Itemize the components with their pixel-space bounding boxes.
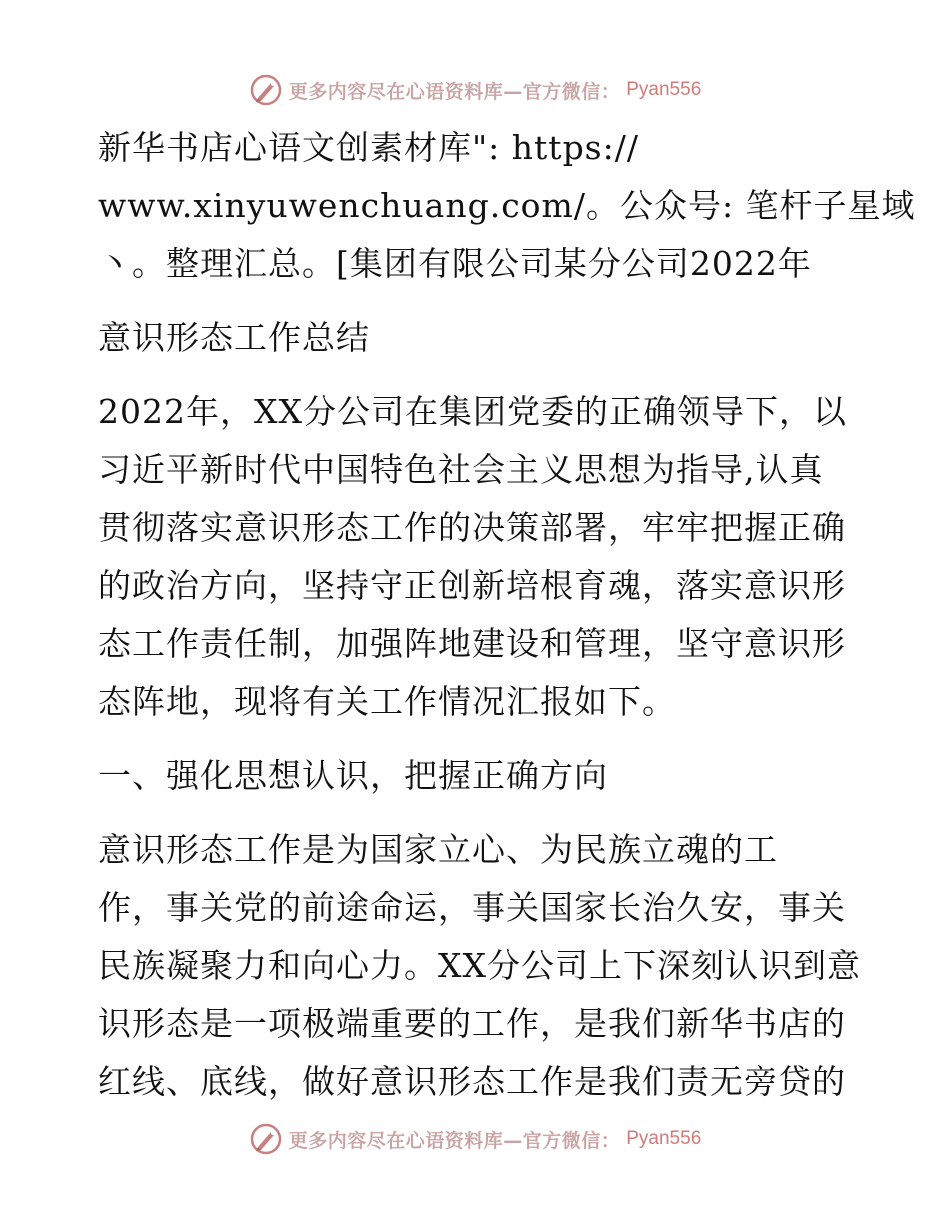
section-title: 意识形态工作总结 bbox=[98, 318, 370, 357]
subsection-heading: 一、强化思想认识，把握正确方向 bbox=[98, 756, 608, 795]
text-line-15: 识形态是一项极端重要的工作，是我们新华书店的 bbox=[98, 1004, 846, 1043]
text-line-8: 的政治方向，坚持守正创新培根育魂，落实意识形 bbox=[98, 566, 846, 605]
text-line-12: 意识形态工作是为国家立心、为民族立魂的工 bbox=[98, 830, 778, 869]
footer-watermark-banner bbox=[0, 1119, 950, 1159]
text-line-6: 习近平新时代中国特色社会主义思想为指导,认真 bbox=[98, 450, 824, 489]
header-banner-text: 更多内容尽在心语资料库—官方微信： bbox=[288, 80, 621, 103]
text-line-5: 2022年，XX分公司在集团党委的正确领导下，以 bbox=[98, 392, 847, 431]
header-watermark-banner bbox=[0, 70, 950, 110]
text-line-10: 态阵地，现将有关工作情况汇报如下。 bbox=[98, 682, 676, 721]
text-line-13: 作，事关党的前途命运，事关国家长治久安，事关 bbox=[98, 888, 846, 927]
text-line-2: www.xinyuwenchuang.com/。公众号: 笔杆子星域 bbox=[98, 186, 916, 225]
text-line-7: 贯彻落实意识形态工作的决策部署，牢牢把握正确 bbox=[98, 508, 846, 547]
footer-wechat-id: Pyan556 bbox=[626, 1128, 702, 1149]
text-line-16: 红线、底线，做好意识形态工作是我们责无旁贷的 bbox=[98, 1062, 846, 1101]
pen-logo-icon bbox=[249, 73, 283, 107]
pen-logo-icon bbox=[249, 1122, 283, 1156]
header-wechat-id: Pyan556 bbox=[626, 79, 702, 100]
text-line-3: 丶。整理汇总。[集团有限公司某分公司2022年 bbox=[98, 244, 812, 283]
text-line-14: 民族凝聚力和向心力。XX分公司上下深刻认识到意 bbox=[98, 946, 861, 985]
text-line-9: 态工作责任制，加强阵地建设和管理，坚守意识形 bbox=[98, 624, 846, 663]
text-line-1: 新华书店心语文创素材库": https:// bbox=[98, 128, 639, 167]
footer-banner-text: 更多内容尽在心语资料库—官方微信： bbox=[288, 1129, 621, 1152]
